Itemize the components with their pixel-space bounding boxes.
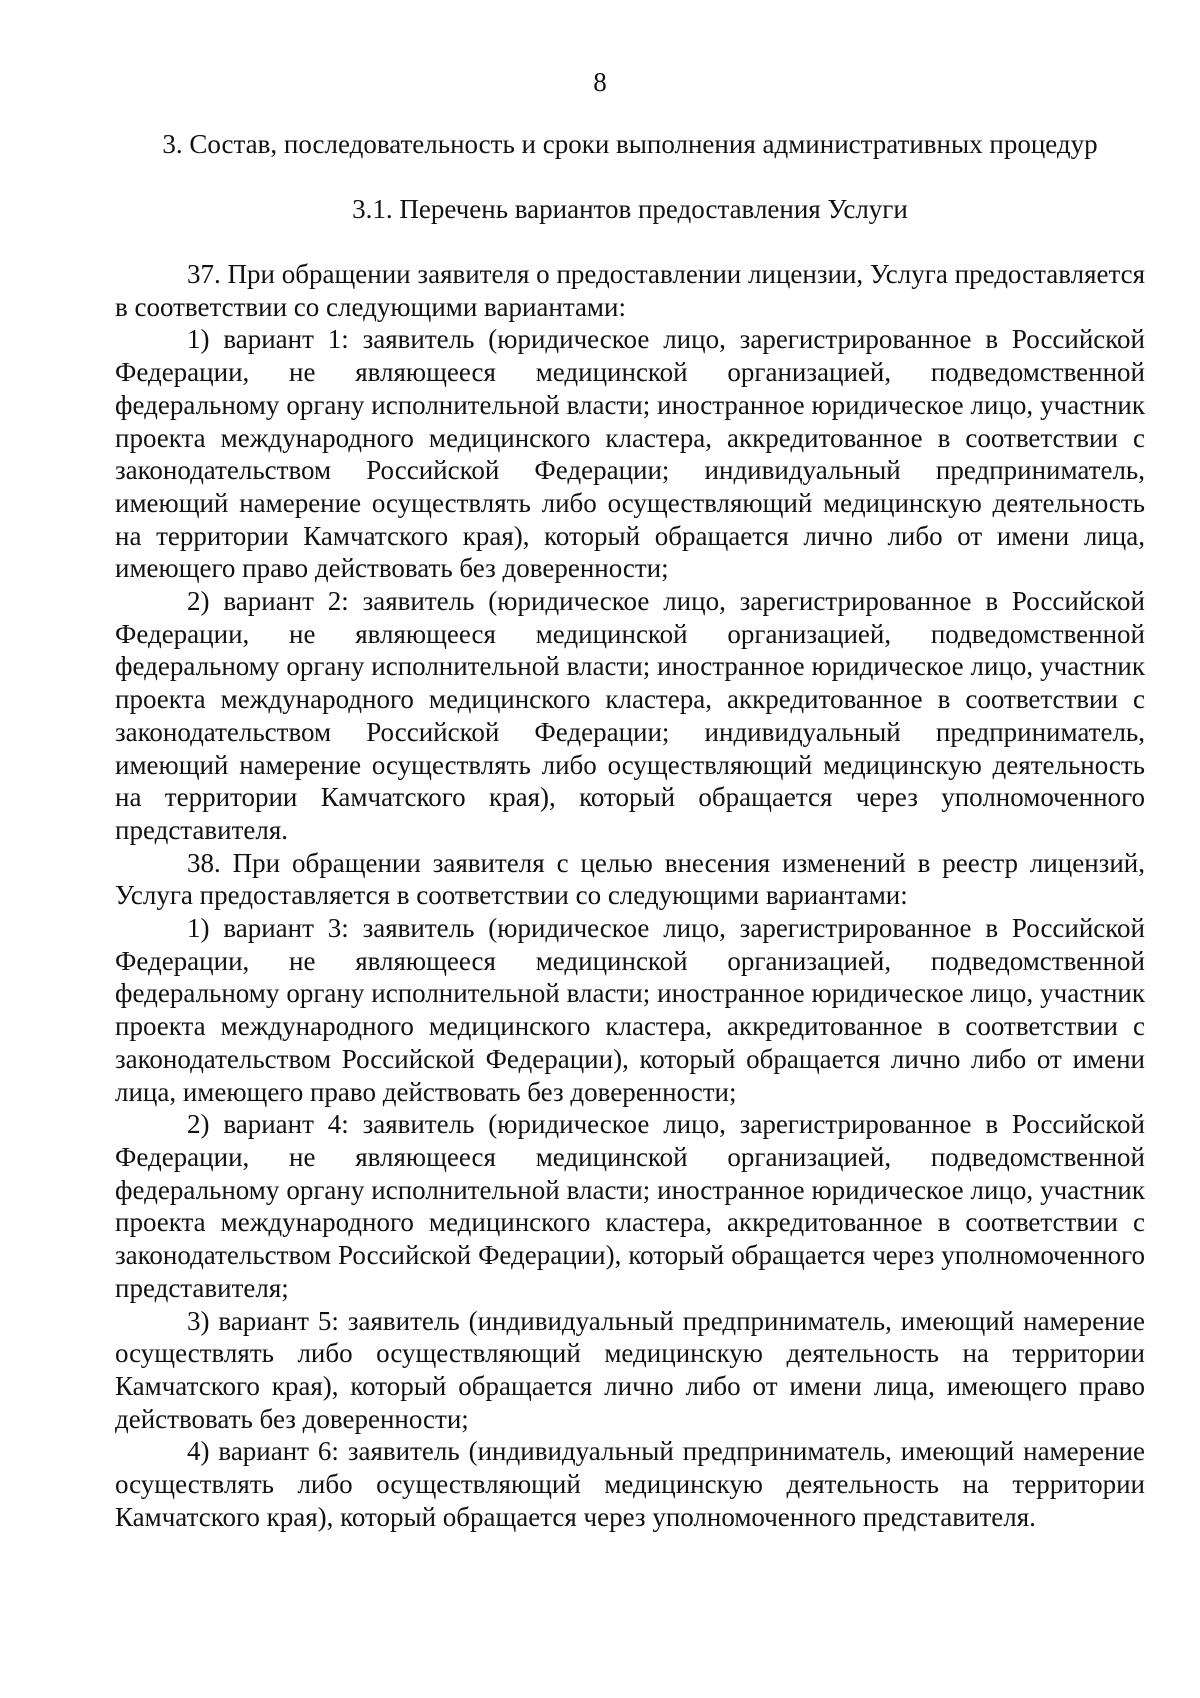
section-title: 3. Состав, последовательность и сроки выполнения административных процедур [162, 129, 1098, 159]
subsection-title: 3.1. Перечень вариантов предоставления Услуги [352, 194, 908, 224]
paragraph-variant-5: 3) вариант 5: заявитель (индивидуальный предприниматель, имеющий намерение осуществлять либо осуществляющий медицинскую деятельность на территории Камчатского края), который обращается лично либо от имени лица, имеющего право действовать без доверенности; [115, 1305, 1145, 1434]
paragraph-variant-2: 2) вариант 2: заявитель (юридическое лицо, зарегистрированное в Российской Федерации, не являющееся медицинской организацией, подведомственной федеральному органу исполнительной власти; иностранное юридическое лицо, участник проекта международного медицинского кластера, аккредитованное в соответствии с законодательством Российской Федерации; индивидуальный предприниматель, имеющий намерение осуществлять либо осуществляющий медицинскую деятельность на территории Камчатского края), который обращается через уполномоченного представителя. [115, 586, 1145, 845]
document-body [115, 258, 1145, 1533]
paragraph-variant-4: 2) вариант 4: заявитель (юридическое лицо, зарегистрированное в Российской Федерации, не являющееся медицинской организацией, подведомственной федеральному органу исполнительной власти; иностранное юридическое лицо, участник проекта международного медицинского кластера, аккредитованное в соответствии с законодательством Российской Федерации), который обращается через уполномоченного представителя; [115, 1109, 1145, 1303]
paragraph-variant-3: 1) вариант 3: заявитель (юридическое лицо, зарегистрированное в Российской Федерации, не являющееся медицинской организацией, подведомственной федеральному органу исполнительной власти; иностранное юридическое лицо, участник проекта международного медицинского кластера, аккредитованное в соответствии с законодательством Российской Федерации), который обращается лично либо от имени лица, имеющего право действовать без доверенности; [115, 913, 1145, 1107]
page-number: 8 [593, 67, 607, 97]
paragraph-variant-1: 1) вариант 1: заявитель (юридическое лицо, зарегистрированное в Российской Федерации, не являющееся медицинской организацией, подведомственной федеральному органу исполнительной власти; иностранное юридическое лицо, участник проекта международного медицинского кластера, аккредитованное в соответствии с законодательством Российской Федерации; индивидуальный предприниматель, имеющий намерение осуществлять либо осуществляющий медицинскую деятельность на территории Камчатского края), который обращается лично либо от имени лица, имеющего право действовать без доверенности; [115, 324, 1145, 584]
paragraph-37-intro: 37. При обращении заявителя о предоставлении лицензии, Услуга предоставляется в соответствии со следующими вариантами: [115, 259, 1145, 322]
paragraph-variant-6: 4) вариант 6: заявитель (индивидуальный предприниматель, имеющий намерение осуществлять либо осуществляющий медицинскую деятельность на территории Камчатского края), который обращается через уполномоченного представителя. [115, 1436, 1145, 1532]
paragraph-38-intro: 38. При обращении заявителя с целью внесения изменений в реестр лицензий, Услуга предоставляется в соответствии со следующими вариантами: [115, 847, 1145, 911]
